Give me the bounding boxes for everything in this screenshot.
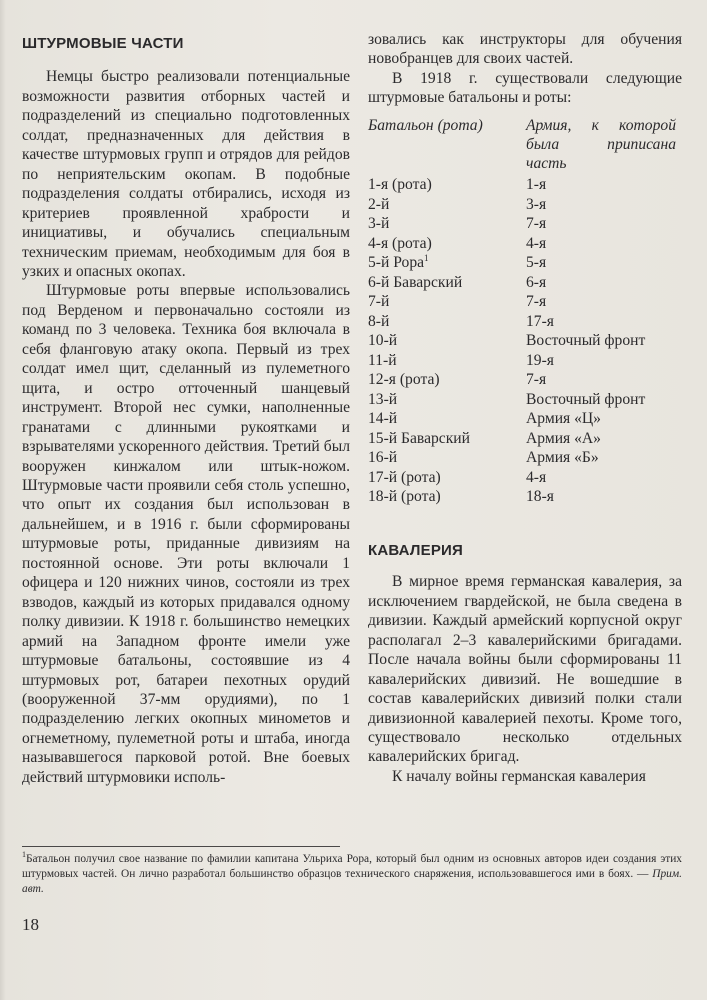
unit-name: 14-й (368, 410, 398, 428)
table-cell-army: 7-я (526, 293, 547, 311)
unit-name: 16-й (368, 449, 398, 467)
table-cell-army: 7-я (526, 371, 547, 389)
unit-name: 5-й Рора (368, 254, 425, 272)
table-cell-army: 19-я (526, 351, 554, 369)
right-column (368, 30, 682, 786)
table-row (368, 448, 682, 468)
table-cell-unit (368, 175, 526, 195)
units-table (368, 116, 682, 507)
footnote (22, 852, 682, 897)
table-cell-army: Восточный фронт (526, 390, 646, 408)
table-row (368, 234, 682, 254)
table-cell-unit (368, 273, 526, 293)
footnote-attribution: Прим. авт. (22, 868, 682, 895)
unit-name: 15-й Баварский (368, 429, 470, 447)
unit-name: 6-й Баварский (368, 273, 463, 291)
table-cell-army: Армия «А» (526, 429, 601, 447)
table-cell-army: 18-я (526, 488, 554, 506)
unit-name: 10-й (368, 332, 398, 350)
table-row (368, 292, 682, 312)
table-row (368, 409, 682, 429)
table-row (368, 331, 682, 351)
unit-name: 13-й (368, 390, 398, 408)
paragraph: В мирное время германская кавалерия, за исключением гвардейской, не была сведена в дивизии. Каждый армейский корпусной округ располагал 2–3 кавалерийскими бригадами. После начала войны были сформированы 11 кавалерийских дивизий. Не вошедшие в состав кавалерийских дивизий полки стали дивизионной кавалерией пехоты. Кроме того, существовало несколько отдельных кавалерийских бригад. (368, 573, 682, 766)
paragraph: К началу войны германская кавалерия (392, 767, 646, 785)
table-cell-unit (368, 253, 526, 273)
table-cell-army: 5-я (526, 254, 547, 272)
table-row (368, 390, 682, 410)
unit-name: 2-й (368, 195, 390, 213)
table-body (368, 175, 682, 507)
table-cell-unit (368, 448, 526, 468)
unit-name: 12-я (рота) (368, 371, 440, 389)
unit-name: 18-й (рота) (368, 488, 441, 506)
table-row (368, 253, 682, 273)
paragraph: Немцы быстро реализовали потенциальные возможности развития отборных частей и подразделений из специально подготовленных солдат, предназначенных для действия в качестве штурмовых групп и отрядов для рейдов по неприятельским окопам. В подобные подразделения солдаты отбирались, исходя из критериев проявленной храбрости и инициативы, и обучались специальным техническим приемам, необходимым для боя в узких и опасных окопах. (22, 68, 350, 280)
table-row (368, 468, 682, 488)
table-cell-army: Армия «Б» (526, 449, 599, 467)
table-cell-unit (368, 214, 526, 234)
table-cell-unit (368, 487, 526, 507)
unit-name: 11-й (368, 351, 397, 369)
paragraph: Штурмовые роты впервые использовались под Верденом и первоначально состояли из команд по 3 человека. Техника боя включала в себя фланговую атаку окопа. Первый из трех солдат имел щит, сделанный из пулеметного щита, и остро отточенный шанцевый инструмент. Второй нес сумки, наполненные гранатами с длинными рукоятками и взрывателями ускоренного действия. Третий был вооружен кинжалом или штык-ножом. Штурмовые части проявили себя столь успешно, что опыт их создания был использован в дальнейшем, и в 1916 г. были сформированы штурмовые роты, приданные дивизиям на постоянной основе. Эти роты включали 1 офицера и 120 нижних чинов, состояли из трех взводов, каждый из которых придавался одному полку дивизии. К 1918 г. большинство немецких армий на Западном фронте имели уже штурмовые батальоны, состоявшие из 4 штурмовых рот, батареи пехотных орудий (вооруженной 37-мм орудиями), по 1 подразделению легких окопных минометов и огнеметному, пулеметной роты и штаба, иногда называвшегося парковой ротой. Вне боевых действий штурмовики исполь- (22, 282, 350, 786)
table-cell-unit (368, 370, 526, 390)
table-cell-army: Армия «Ц» (526, 410, 601, 428)
table-row (368, 312, 682, 332)
table-row (368, 273, 682, 293)
left-column (22, 30, 350, 787)
footnote-mark: 1 (424, 253, 429, 264)
table-cell-army: 3-я (526, 195, 547, 213)
table-row (368, 175, 682, 195)
unit-name: 7-й (368, 293, 390, 311)
section-heading-assault-units: ШТУРМОВЫЕ ЧАСТИ (22, 35, 184, 52)
paragraph-intro: В 1918 г. существовали следующие штурмовые батальоны и роты: (368, 69, 682, 107)
table-header-unit: Батальон (рота) (368, 116, 483, 134)
table-header (368, 116, 682, 174)
table-row (368, 370, 682, 390)
table-row (368, 351, 682, 371)
unit-name: 4-я (рота) (368, 234, 432, 252)
table-cell-army: 4-я (526, 468, 547, 486)
table-cell-army: 1-я (526, 176, 547, 194)
table-cell-army: 7-я (526, 215, 547, 233)
page-number: 18 (22, 915, 39, 934)
table-cell-army: 17-я (526, 312, 554, 330)
table-row (368, 429, 682, 449)
unit-name: 3-й (368, 215, 390, 233)
footnote-number: 1 (22, 850, 26, 860)
table-cell-unit (368, 390, 526, 410)
table-cell-unit (368, 468, 526, 488)
footnote-text: Батальон получил свое название по фамилии капитана Ульриха Рора, который был одним из основных авторов идеи создания этих штурмовых частей. Он лично разработал большинство образцов технического снаряжения, использовавшегося ими в боях. — (22, 853, 682, 880)
unit-name: 1-я (рота) (368, 176, 432, 194)
table-cell-unit (368, 234, 526, 254)
unit-name: 8-й (368, 312, 390, 330)
footnote-divider (22, 846, 340, 847)
table-cell-unit (368, 429, 526, 449)
table-cell-unit (368, 351, 526, 371)
table-cell-unit (368, 292, 526, 312)
table-cell-army: Восточный фронт (526, 332, 646, 350)
paragraph-continuation: зовались как инструкторы для обучения новобранцев для своих частей. (368, 31, 682, 68)
table-row (368, 487, 682, 507)
table-cell-unit (368, 312, 526, 332)
cavalry-section (368, 541, 682, 786)
table-header-army: Армия, к которой была приписана часть (526, 116, 676, 173)
table-cell-army: 4-я (526, 234, 547, 252)
table-row (368, 195, 682, 215)
table-cell-unit (368, 409, 526, 429)
section-heading-cavalry: КАВАЛЕРИЯ (368, 541, 463, 559)
unit-name: 17-й (рота) (368, 468, 441, 486)
table-cell-unit (368, 331, 526, 351)
page-edge-shadow (0, 0, 6, 1000)
table-row (368, 214, 682, 234)
table-cell-unit (368, 195, 526, 215)
table-cell-army: 6-я (526, 273, 547, 291)
